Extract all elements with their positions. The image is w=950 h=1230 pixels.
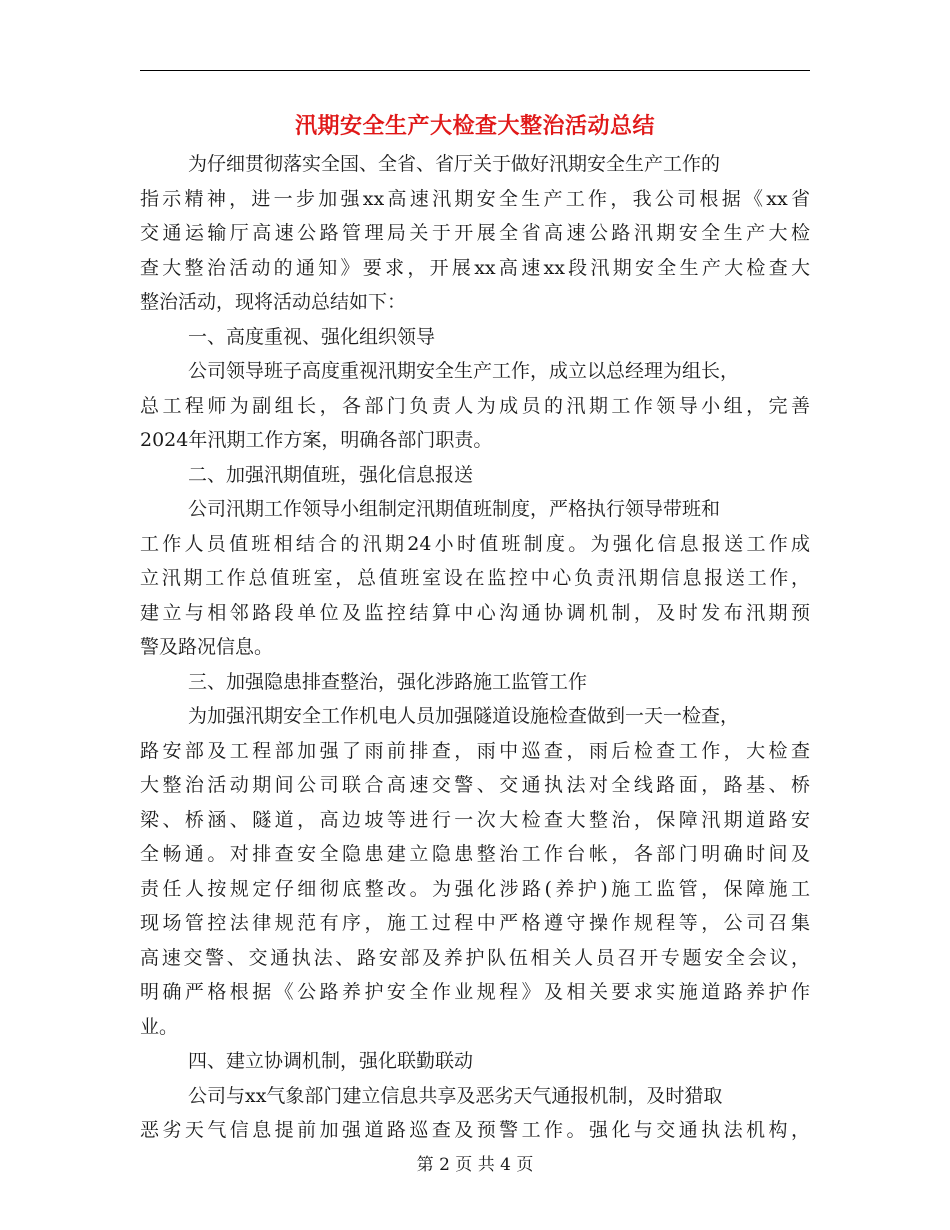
page-number: 第 2 页 共 4 页 (416, 1155, 534, 1175)
body-line: 警及路况信息。 (140, 636, 274, 658)
body-line: 总工程师为副组长，各部门负责人为成员的汛期工作领导小组，完善 (140, 394, 810, 417)
body-line: 指示精神，进一步加强xx高速汛期安全生产工作，我公司根据《xx省 (140, 187, 810, 210)
body-line: 为加强汛期安全工作机电人员加强隧道设施检查做到一天一检查， (188, 705, 740, 727)
document-body (140, 147, 810, 1148)
body-line: 高速交警、交通执法、路安部及养护队伍相关人员召开专题安全会议， (140, 946, 810, 969)
body-line: 建立与相邻路段单位及监控结算中心沟通协调机制，及时发布汛期预 (140, 601, 810, 624)
body-line: 明确严格根据《公路养护安全作业规程》及相关要求实施道路养护作 (140, 981, 810, 1003)
body-line: 公司与xx气象部门建立信息共享及恶劣天气通报机制，及时猎取 (188, 1084, 723, 1107)
body-line: 整治活动，现将活动总结如下： (140, 291, 407, 313)
body-line: 全畅通。对排查安全隐患建立隐患整治工作台帐，各部门明确时间及 (140, 843, 810, 865)
section-heading-1: 一、高度重视、强化组织领导 (188, 325, 436, 348)
section-heading-3: 三、加强隐患排查整治，强化涉路施工监管工作 (188, 670, 588, 693)
body-line: 业。 (140, 1015, 179, 1038)
body-line: 路安部及工程部加强了雨前排查，雨中巡查，雨后检查工作，大检查 (140, 739, 810, 762)
body-line: 现场管控法律规范有序，施工过程中严格遵守操作规程等，公司召集 (140, 912, 810, 934)
body-line: 为仔细贯彻落实全国、全省、省厅关于做好汛期安全生产工作的 (188, 153, 721, 175)
body-line: 工作人员值班相结合的汛期24小时值班制度。为强化信息报送工作成 (140, 532, 810, 555)
body-line: 梁、桥涵、隧道，高边坡等进行一次大检查大整治，保障汛期道路安 (140, 808, 810, 831)
body-line: 公司汛期工作领导小组制定汛期值班制度，严格执行领导带班和 (188, 498, 721, 520)
body-line: 立汛期工作总值班室，总值班室设在监控中心负责汛期信息报送工作， (140, 567, 810, 589)
body-line: 公司领导班子高度重视汛期安全生产工作，成立以总经理为组长， (188, 360, 740, 382)
body-line: 查大整治活动的通知》要求，开展xx高速xx段汛期安全生产大检查大 (140, 256, 810, 279)
body-line: 交通运输厅高速公路管理局关于开展全省高速公路汛期安全生产大检 (140, 222, 810, 244)
body-line: 恶劣天气信息提前加强道路巡查及预警工作。强化与交通执法机构， (140, 1119, 810, 1141)
body-line: 大整治活动期间公司联合高速交警、交通执法对全线路面，路基、桥 (140, 774, 810, 796)
body-line: 2024年汛期工作方案，明确各部门职责。 (140, 429, 493, 451)
section-heading-2: 二、加强汛期值班，强化信息报送 (188, 463, 474, 486)
document-title: 汛期安全生产大检查大整治活动总结 (294, 113, 655, 139)
header-rule (140, 70, 810, 71)
body-line: 责任人按规定仔细彻底整改。为强化涉路(养护)施工监管，保障施工 (140, 877, 810, 900)
section-heading-4: 四、建立协调机制，强化联勤联动 (188, 1050, 474, 1072)
